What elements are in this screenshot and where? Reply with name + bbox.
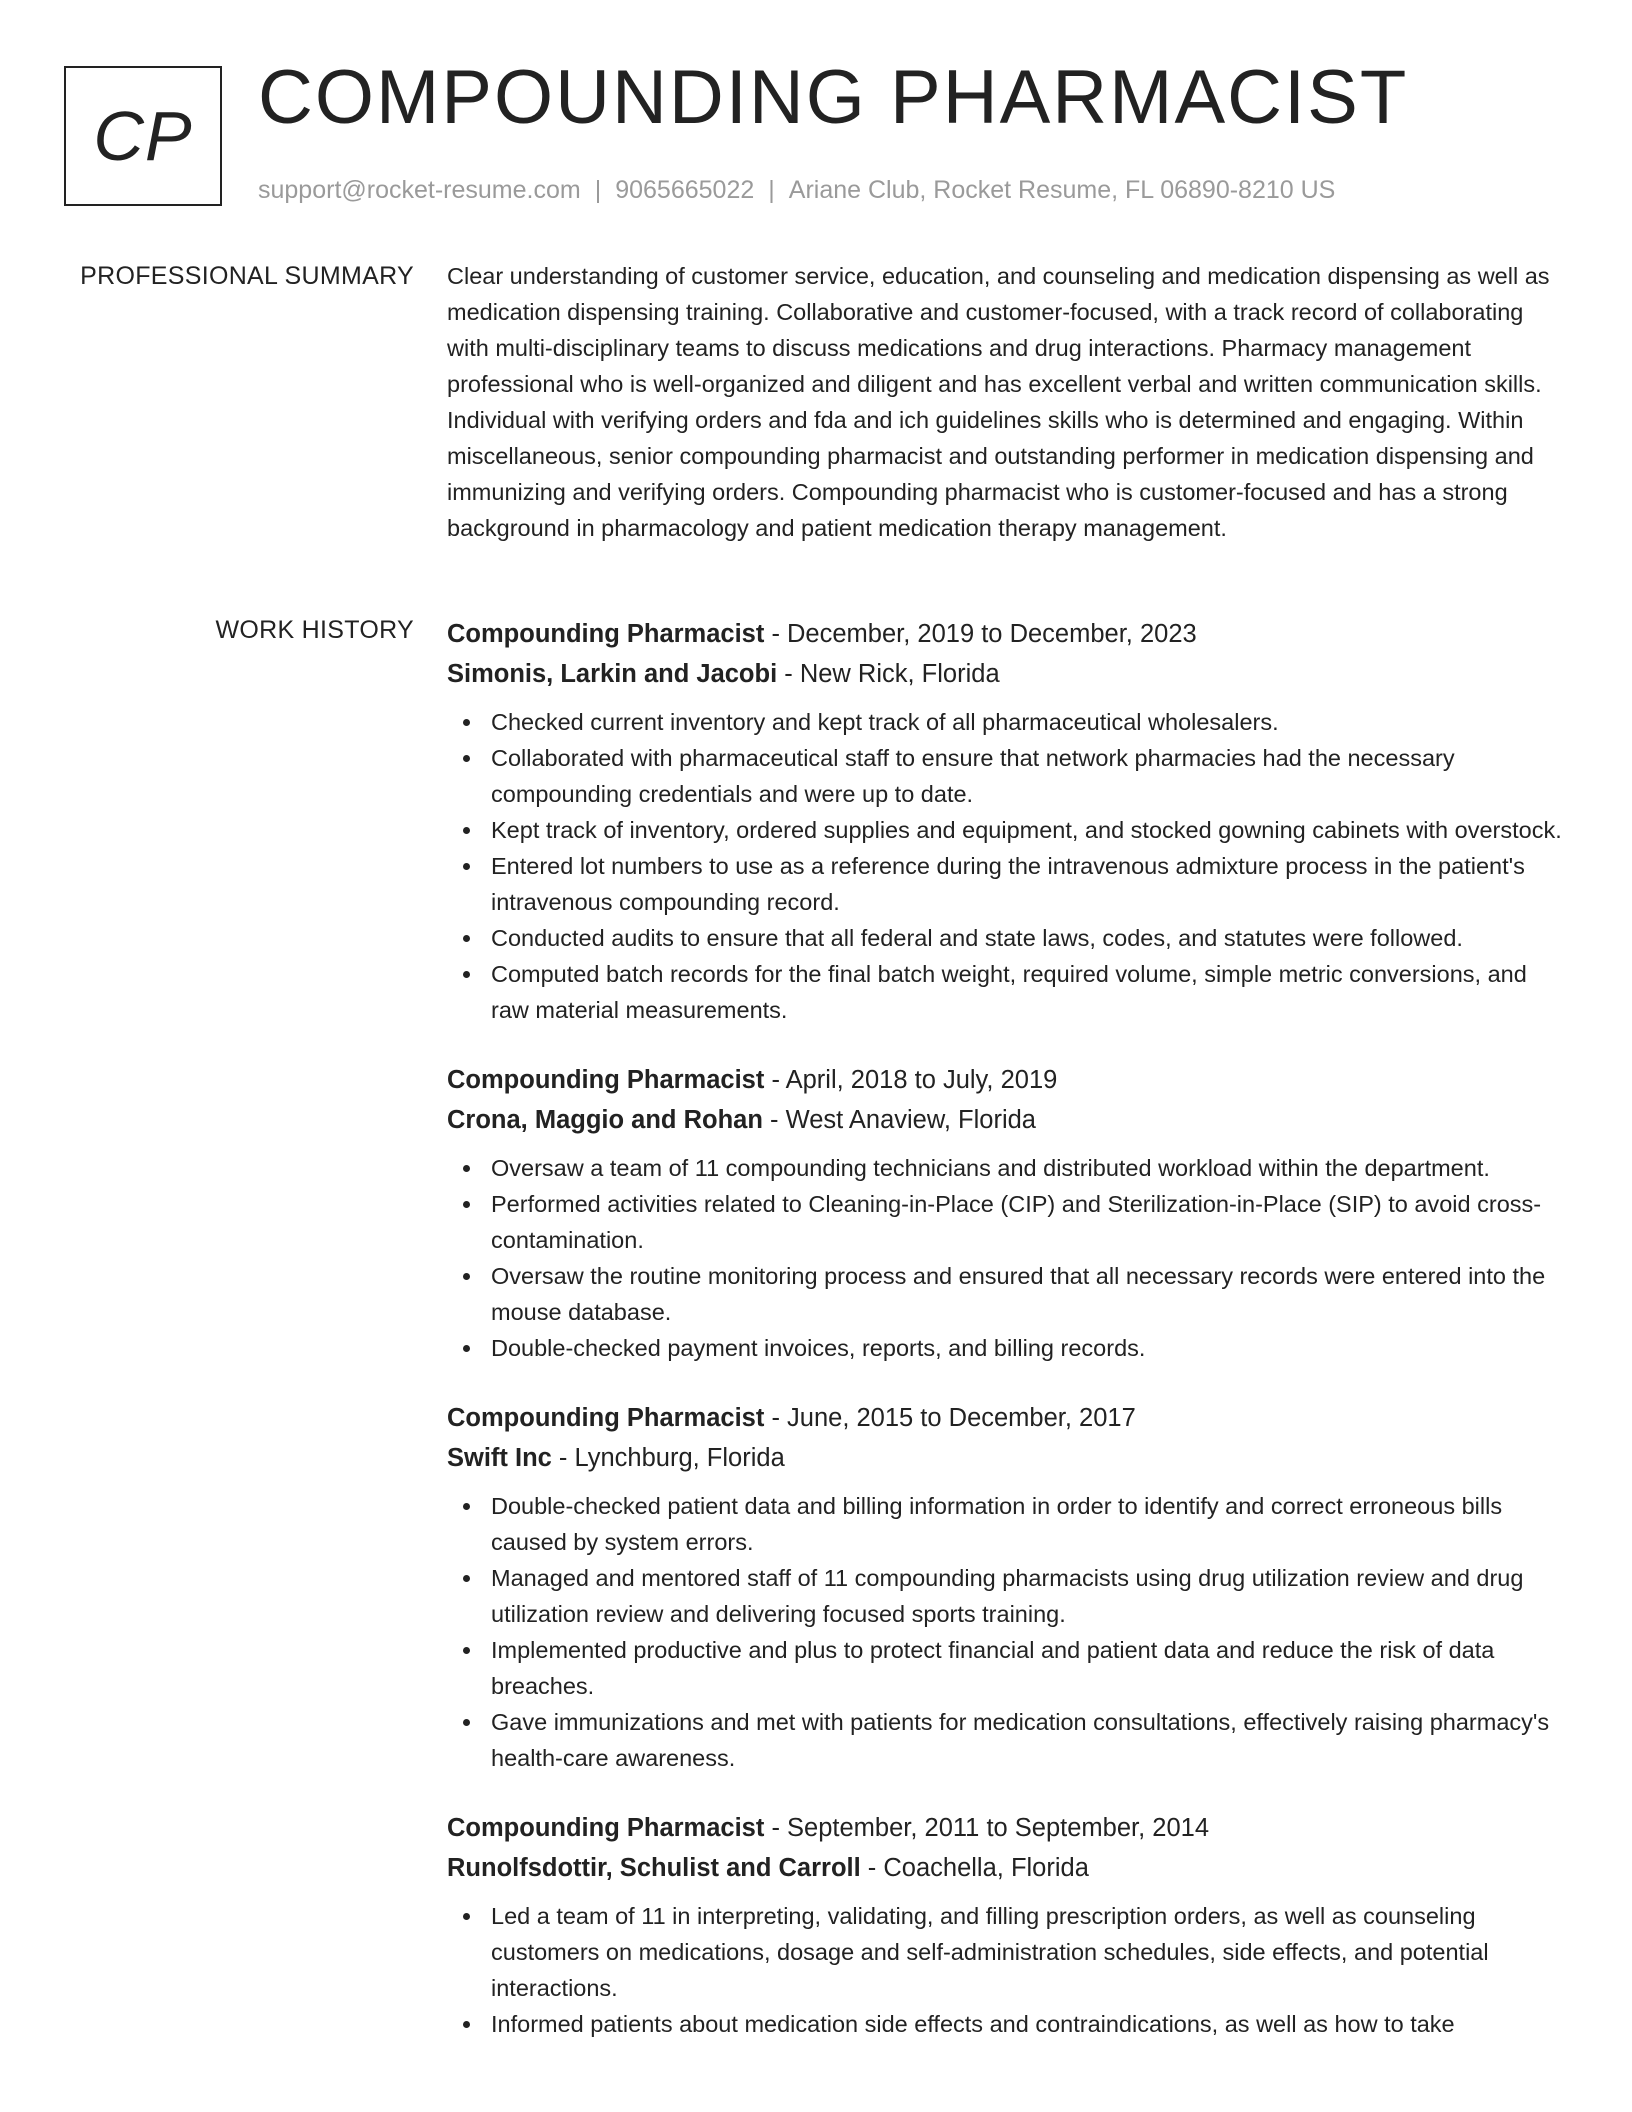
job-bullet [447,2006,1567,2042]
job-bullet-list [447,1150,1567,1366]
job-bullet-text: Checked current inventory and kept track of all pharmaceutical wholesalers. [491,709,1279,735]
summary-body [447,258,1567,546]
job-bullet-text: Computed batch records for the final batch weight, required volume, simple metric conversions, and raw material measurements. [491,961,1527,1023]
contact-email: support@rocket-resume.com [258,176,581,204]
job-title: Compounding Pharmacist [447,1404,765,1432]
job-bullet-text: Entered lot numbers to use as a reference during the intravenous admixture process in the patient's intravenous compounding record. [491,853,1525,915]
contact-separator: | [768,176,775,204]
bullet-dot [463,1201,470,1208]
job-title-line [447,614,1567,654]
job-bullet-list [447,1898,1567,2042]
job-bullet [447,1898,1567,2006]
job-bullet [447,956,1567,1028]
contact-phone: 9065665022 [615,176,755,204]
bullet-dot [463,2021,470,2028]
contact-address: Ariane Club, Rocket Resume, FL 06890-8210 US [788,176,1336,204]
bullet-dot [463,971,470,978]
job-bullet-text: Led a team of 11 in interpreting, validating, and filling prescription orders, as well as counseling customers on medications, dosage and self-administration schedules, side effects, and potential interactions. [491,1903,1489,2001]
job-company: Runolfsdottir, Schulist and Carroll [447,1854,861,1882]
job-title: Compounding Pharmacist [447,1814,765,1842]
job-bullet-text: Oversaw a team of 11 compounding technicians and distributed workload within the department. [491,1155,1490,1181]
monogram-initials: CP [93,97,193,175]
job-company-line [447,1100,1567,1140]
job-bullet-text: Gave immunizations and met with patients for medication consultations, effectively raising pharmacy's health-care awareness. [491,1709,1550,1771]
job-company-line [447,1848,1567,1888]
job-title-line [447,1398,1567,1438]
contact-separator: | [594,176,602,204]
job-title-line [447,1808,1567,1848]
section-label-work-history: WORK HISTORY [215,616,414,644]
job-company-line [447,1438,1567,1478]
job-company: Crona, Maggio and Rohan [447,1106,763,1134]
job-bullet-text: Double-checked payment invoices, reports, and billing records. [491,1335,1146,1361]
job-entry [447,1808,1567,2042]
job-bullet [447,704,1567,740]
job-location: - Coachella, Florida [860,1854,1089,1882]
contact-line [258,176,1335,205]
job-bullet-text: Double-checked patient data and billing information in order to identify and correct erroneous bills caused by system errors. [491,1493,1503,1555]
job-dates: - June, 2015 to December, 2017 [764,1404,1136,1432]
bullet-dot [463,1503,470,1510]
job-company: Simonis, Larkin and Jacobi [447,660,778,688]
bullet-dot [463,827,470,834]
job-bullet [447,1186,1567,1258]
bullet-dot [463,1913,470,1920]
bullet-dot [463,935,470,942]
job-dates: - September, 2011 to September, 2014 [764,1814,1210,1842]
job-bullet [447,1330,1567,1366]
job-bullet-text: Managed and mentored staff of 11 compounding pharmacists using drug utilization review and drug utilization review and delivering focused sports training. [491,1565,1524,1627]
job-title: Compounding Pharmacist [447,620,765,648]
job-bullet [447,848,1567,920]
job-title: Compounding Pharmacist [447,1066,765,1094]
job-bullet [447,1632,1567,1704]
job-entry [447,614,1567,1028]
job-entry [447,1398,1567,1776]
job-location: - New Rick, Florida [777,660,1000,688]
bullet-dot [463,1273,470,1280]
bullet-dot [463,863,470,870]
job-bullet [447,1488,1567,1560]
job-dates: - December, 2019 to December, 2023 [764,620,1197,648]
bullet-dot [463,1575,470,1582]
work-history-body [447,614,1567,2042]
job-bullet-text: Oversaw the routine monitoring process and ensured that all necessary records were entered into the mouse database. [491,1263,1546,1325]
job-bullet-text: Implemented productive and plus to protect financial and patient data and reduce the risk of data breaches. [491,1637,1495,1699]
bullet-dot [463,1165,470,1172]
job-bullet-list [447,704,1567,1028]
bullet-dot [463,1345,470,1352]
bullet-dot [463,755,470,762]
job-bullet [447,740,1567,812]
bullet-dot [463,1647,470,1654]
monogram-box [64,66,222,206]
bullet-dot [463,719,470,726]
job-bullet-text: Conducted audits to ensure that all federal and state laws, codes, and statutes were followed. [491,925,1463,951]
job-bullet [447,1258,1567,1330]
job-bullet [447,1560,1567,1632]
job-entry [447,1060,1567,1366]
job-bullet [447,1704,1567,1776]
job-bullet [447,1150,1567,1186]
job-dates: - April, 2018 to July, 2019 [764,1066,1058,1094]
job-bullet-text: Informed patients about medication side effects and contraindications, as well as how to take [491,2011,1455,2037]
job-bullet-text: Performed activities related to Cleaning-in-Place (CIP) and Sterilization-in-Place (SIP) to avoid cross-contamination. [491,1191,1542,1253]
job-company-line [447,654,1567,694]
job-bullet [447,920,1567,956]
job-bullet-list [447,1488,1567,1776]
resume-name: COMPOUNDING PHARMACIST [258,55,1409,140]
job-location: - West Anaview, Florida [762,1106,1036,1134]
summary-text: Clear understanding of customer service, education, and counseling and medication dispensing as well as medication dispensing training. Collaborative and customer-focused, with a track record of collaborating with multi-disciplinary teams to discuss medications and drug interactions. Pharmacy management professional who is well-organized and diligent and has excellent verbal and written communication skills. Individual with verifying orders and fda and ich guidelines skills who is determined and engaging. Within miscellaneous, senior compounding pharmacist and outstanding performer in medication dispensing and immunizing and verifying orders. Compounding pharmacist who is customer-focused and has a strong background in pharmacology and patient medication therapy management. [447,263,1550,541]
bullet-dot [463,1719,470,1726]
job-bullet-text: Collaborated with pharmaceutical staff to ensure that network pharmacies had the necessary compounding credentials and were up to date. [491,745,1455,807]
job-location: - Lynchburg, Florida [551,1444,785,1472]
job-title-line [447,1060,1567,1100]
section-label-summary: PROFESSIONAL SUMMARY [80,262,414,290]
job-bullet-text: Kept track of inventory, ordered supplies and equipment, and stocked gowning cabinets with overstock. [491,817,1562,843]
job-bullet [447,812,1567,848]
job-company: Swift Inc [447,1444,552,1472]
